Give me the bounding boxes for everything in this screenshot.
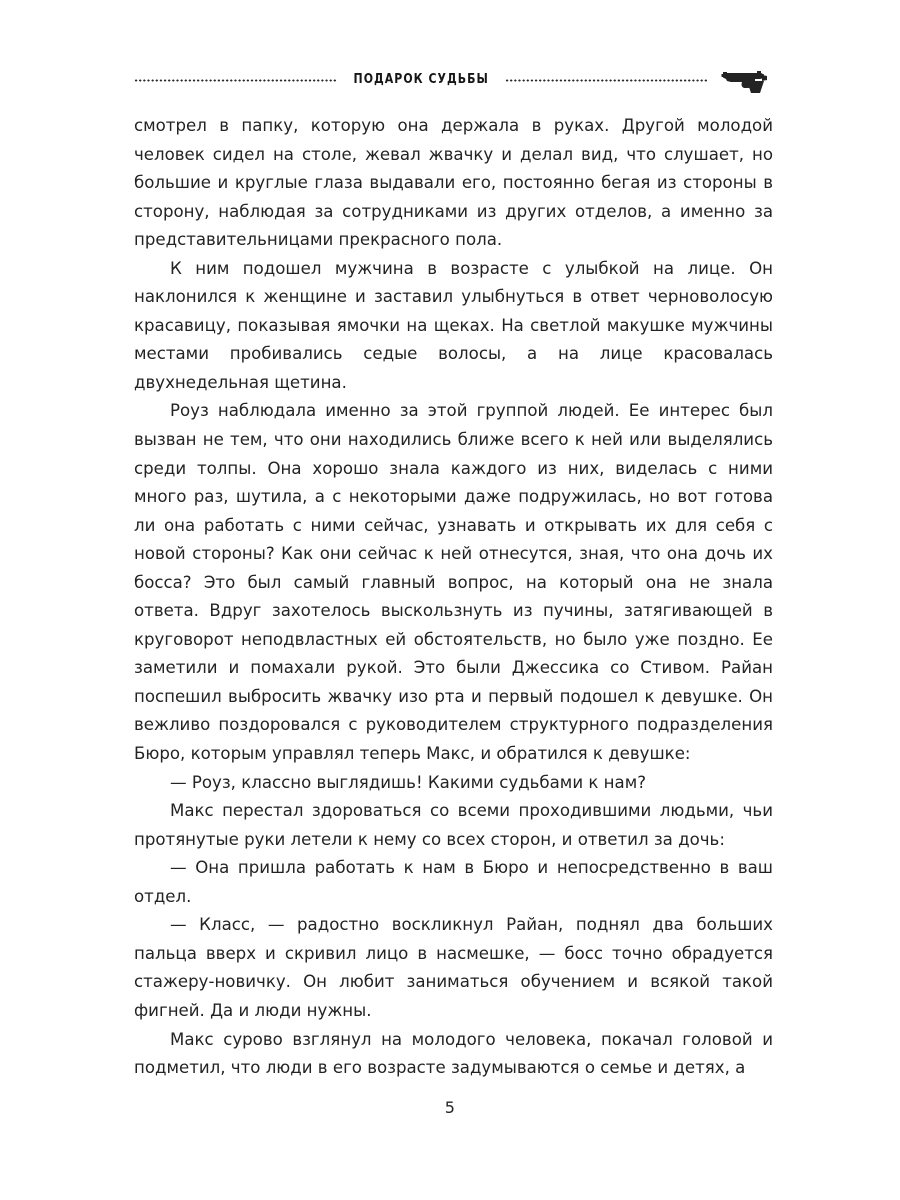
dotted-rule-right	[505, 79, 708, 82]
page-number: 5	[444, 1098, 456, 1117]
paragraph-7-dialogue: — Класс, — радостно воскликнул Райан, поднял два больших пальца вверх и скривил лицо в насмешке, — босс точно обрадуется стажеру-новичку. Он любит заниматься обучением и всякой такой фигней. Да и люди нужны.	[134, 915, 773, 1020]
dotted-rule-left	[134, 79, 337, 82]
paragraph-4-dialogue: — Роуз, классно выглядишь! Какими судьбами к нам?	[170, 772, 647, 792]
paragraph-5: Макс перестал здороваться со всеми проходившими людьми, чьи протянутые руки летели к нему со всех сторон, и ответил за дочь:	[134, 801, 773, 849]
paragraph-3: Роуз наблюдала именно за этой группой людей. Ее интерес был вызван не тем, что они находились ближе всего к ней или выделялись среди толпы. Она хорошо знала каждого из них, виделась с ними много раз, шутила, а с некоторыми даже подружилась, но вот готова ли она работать с ними сейчас, узнавать и открывать их для себя с новой стороны? Как они сейчас к ней отнесутся, зная, что она дочь их босса? Это был самый главный вопрос, на который она не знала ответа. Вдруг захотелось выскользнуть из пучины, затягивающей в круговорот неподвластных ей обстоятельств, но было уже поздно. Ее заметили и помахали рукой. Это были Джессика со Стивом. Райан поспешил выбросить жвачку изо рта и первый подошел к девушке. Он вежливо поздоровался с руководителем структурного подразделения Бюро, которым управлял теперь Макс, и обратился к девушке:	[134, 401, 773, 764]
paragraph-6-dialogue: — Она пришла работать к нам в Бюро и непосредственно в ваш отдел.	[134, 858, 773, 906]
body-text	[134, 112, 773, 1083]
paragraph-1: смотрел в папку, которую она держала в руках. Другой молодой человек сидел на столе, жевал жвачку и делал вид, что слушает, но большие и круглые глаза выдавали его, постоянно бегая из стороны в сторону, наблюдая за сотрудниками из других отделов, а именно за представительницами прекрасного пола.	[134, 116, 773, 250]
paragraph-2: К ним подошел мужчина в возрасте с улыбкой на лице. Он наклонился к женщине и заставил улыбнуться в ответ черноволосую красавицу, показывая ямочки на щеках. На светлой макушке мужчины местами пробивались седые волосы, а на лице красовалась двухнедельная щетина.	[134, 258, 773, 392]
running-head	[134, 64, 772, 94]
running-head-title: ПОДАРОК СУДЬБЫ	[353, 71, 489, 87]
paragraph-8: Макс сурово взглянул на молодого человека, покачал головой и подметил, что люди в его возрасте задумываются о семье и детях, а	[134, 1029, 773, 1078]
pistol-icon	[720, 64, 772, 94]
